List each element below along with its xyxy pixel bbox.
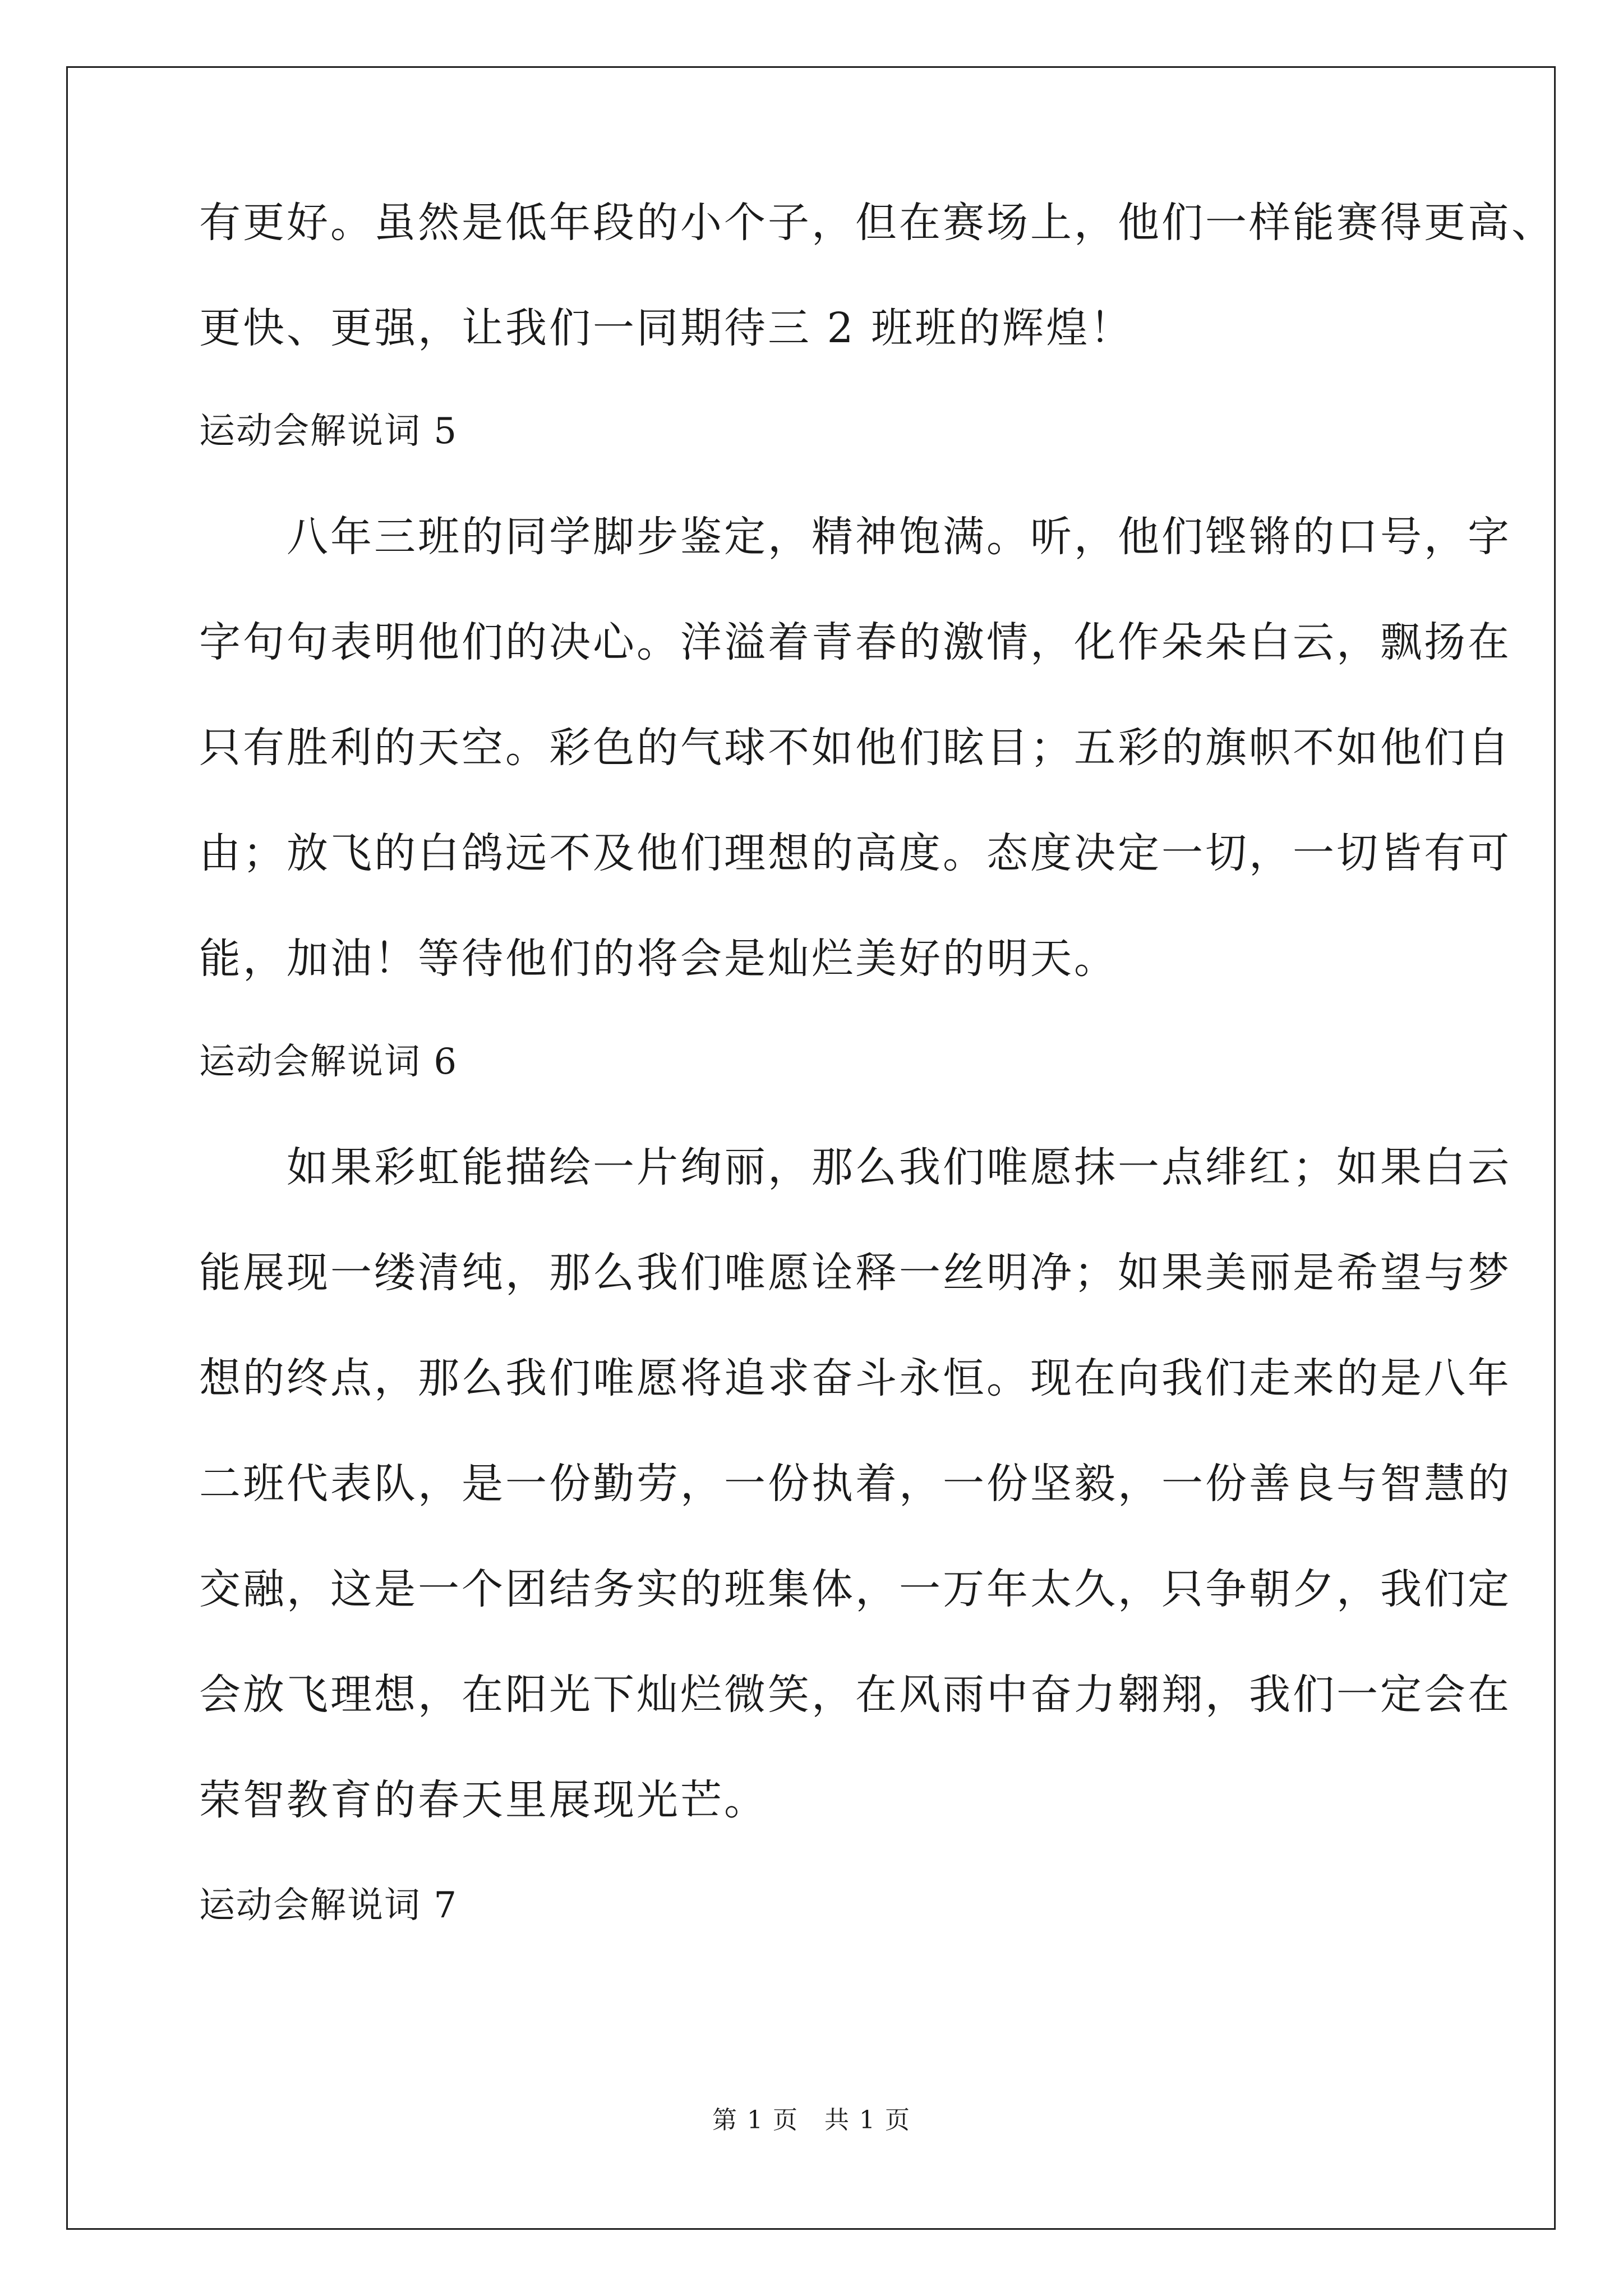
- section-heading-7: 运动会解说词 7: [199, 1885, 458, 1926]
- paragraph-line: 能，加油！等待他们的将会是灿烂美好的明天。: [199, 935, 1118, 983]
- paragraph-line: 能展现一缕清纯，那么我们唯愿诠释一丝明净；如果美丽是希望与梦: [199, 1249, 1511, 1297]
- page-footer: 第 1 页 共 1 页: [712, 2106, 911, 2134]
- paragraph-6: [199, 1143, 1511, 1824]
- paragraph-line: 想的终点，那么我们唯愿将追求奋斗永恒。现在向我们走来的是八年: [199, 1354, 1511, 1402]
- section-heading-5: 运动会解说词 5: [199, 411, 458, 452]
- paragraph-line: 更快、更强，让我们一同期待三 2 班班的辉煌！: [199, 304, 1134, 352]
- document-body: [199, 199, 1555, 1926]
- paragraph-line: 交融，这是一个团结务实的班集体，一万年太久，只争朝夕，我们定: [199, 1565, 1511, 1613]
- paragraph-line: 荣智教育的春天里展现光芒。: [199, 1776, 768, 1824]
- paragraph-line: 如果彩虹能描绘一片绚丽，那么我们唯愿抹一点绯红；如果白云: [199, 1143, 1511, 1191]
- paragraph-line: 有更好。虽然是低年段的小个子，但在赛场上，他们一样能赛得更高、: [199, 199, 1555, 247]
- paragraph-line: 只有胜利的天空。彩色的气球不如他们眩目；五彩的旗帜不如他们自: [199, 724, 1511, 772]
- paragraph-line: 字句句表明他们的决心。洋溢着青春的激情，化作朵朵白云，飘扬在: [199, 618, 1511, 666]
- section-heading-6: 运动会解说词 6: [199, 1041, 458, 1083]
- paragraph-line: 八年三班的同学脚步鉴定，精神饱满。听，他们铿锵的口号，字: [199, 513, 1511, 561]
- paragraph-line: 二班代表队，是一份勤劳，一份执着，一份坚毅，一份善良与智慧的: [199, 1460, 1511, 1508]
- paragraph-line: 由；放飞的白鸽远不及他们理想的高度。态度决定一切，一切皆有可: [199, 829, 1511, 877]
- paragraph-continuation: [199, 199, 1555, 352]
- paragraph-line: 会放飞理想，在阳光下灿烂微笑，在风雨中奋力翱翔，我们一定会在: [199, 1671, 1511, 1719]
- paragraph-5: [199, 513, 1511, 983]
